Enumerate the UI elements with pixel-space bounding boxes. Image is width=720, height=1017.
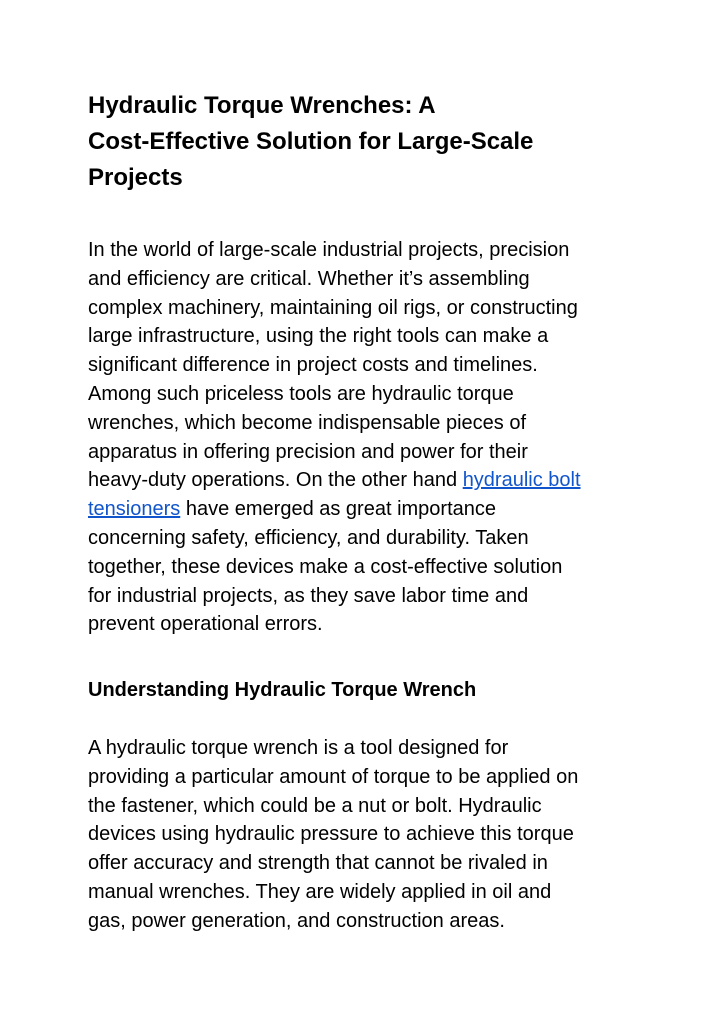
paragraph-line: providing a particular amount of torque to be applied on [88, 765, 579, 788]
section-body-paragraph [88, 734, 633, 936]
paragraph-line: for industrial projects, as they save labor time and [88, 584, 529, 607]
title-line: Hydraulic Torque Wrenches: A [88, 92, 436, 119]
intro-paragraph [88, 236, 633, 639]
paragraph-line: manual wrenches. They are widely applied in oil and [88, 880, 552, 903]
paragraph-line: A hydraulic torque wrench is a tool designed for [88, 736, 509, 759]
link-prefix-text: heavy-duty operations. On the other hand [88, 469, 463, 492]
paragraph-line: apparatus in offering precision and power for their [88, 440, 528, 463]
paragraph-line: large infrastructure, using the right tools can make a [88, 325, 549, 348]
paragraph-line: concerning safety, efficiency, and durability. Taken [88, 526, 529, 549]
document-page [88, 88, 633, 936]
paragraph-line: wrenches, which become indispensable pieces of [88, 411, 527, 434]
paragraph-line: complex machinery, maintaining oil rigs, or constructing [88, 296, 578, 319]
document-title [88, 88, 633, 196]
paragraph-line: and efficiency are critical. Whether it’s assembling [88, 267, 530, 290]
paragraph-line: Among such priceless tools are hydraulic torque [88, 382, 514, 405]
paragraph-line: prevent operational errors. [88, 613, 323, 636]
paragraph-line: In the world of large-scale industrial projects, precision [88, 239, 570, 261]
hydraulic-bolt-tensioners-link[interactable]: hydraulic bolt [462, 469, 581, 492]
paragraph-line: the fastener, which could be a nut or bolt. Hydraulic [88, 794, 542, 817]
hydraulic-bolt-tensioners-link-continued[interactable]: tensioners [88, 498, 181, 521]
paragraph-line-with-link [88, 495, 633, 524]
section-heading: Understanding Hydraulic Torque Wrench [88, 679, 477, 702]
paragraph-line: offer accuracy and strength that cannot be rivaled in [88, 852, 548, 875]
paragraph-line: together, these devices make a cost-effective solution [88, 555, 563, 578]
paragraph-line-with-link [88, 466, 633, 495]
paragraph-line: gas, power generation, and construction areas. [88, 909, 505, 932]
paragraph-line: significant difference in project costs and timelines. [88, 354, 538, 377]
title-line: Cost-Effective Solution for Large-Scale [88, 128, 534, 155]
link-suffix-text: have emerged as great importance [180, 498, 497, 521]
title-line: Projects [88, 164, 183, 191]
paragraph-line: devices using hydraulic pressure to achieve this torque [88, 823, 574, 846]
